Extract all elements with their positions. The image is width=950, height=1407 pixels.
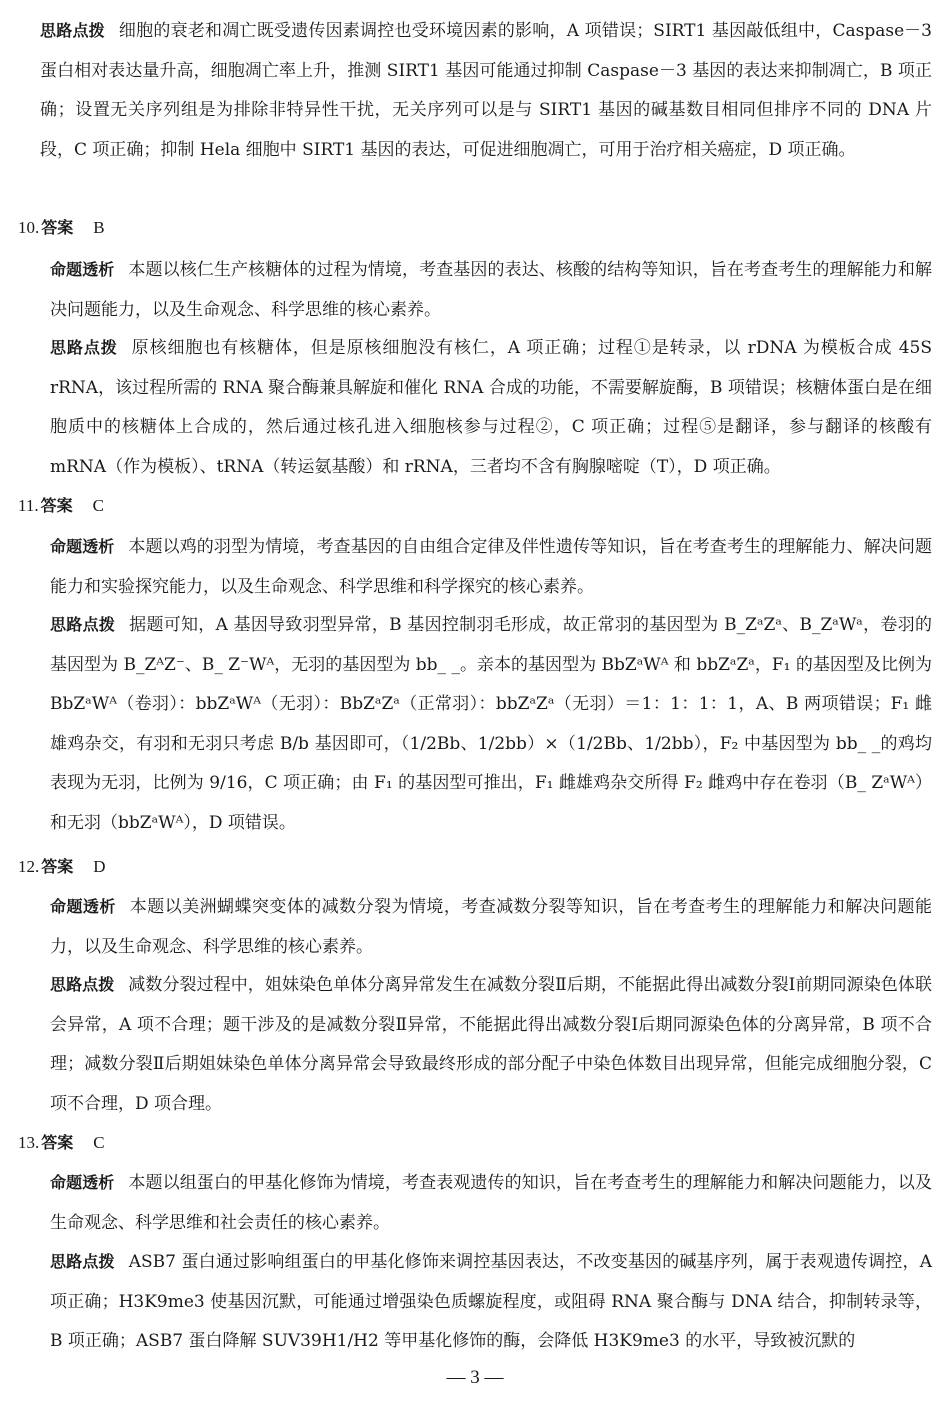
- answer-label: 答案: [41, 857, 74, 876]
- q11-number: 11.: [18, 496, 39, 515]
- answer-label: 答案: [41, 218, 74, 237]
- intent-label: 命题透析: [50, 1173, 115, 1192]
- q12-answer-line: [18, 847, 106, 888]
- q12-number: 12.: [18, 857, 40, 876]
- q9-hint-text: 细胞的衰老和凋亡既受遗传因素调控也受环境因素的影响，A 项错误；SIRT1 基因敲低组中，Caspase－3 蛋白相对表达量升高，细胞凋亡率上升，推测 SIRT1 基因可能通过抑制 Caspase－3 基因的表达来抑制凋亡，B 项正确；设置无关序列组是为排除非特异性干扰，无关序列可以是与 SIRT1 基因的碱基数目相同但排序不同的 DNA 片段，C 项正确；抑制 Hela 细胞中 SIRT1 基因的表达，可促进细胞凋亡，可用于治疗相关癌症，D 项正确。: [40, 21, 932, 160]
- q11-intent-text: 本题以鸡的羽型为情境，考查基因的自由组合定律及伴性遗传等知识，旨在考查考生的理解能力、解决问题能力和实验探究能力，以及生命观念、科学思维和科学探究的核心素养。: [50, 537, 932, 597]
- q11-answer-letter: C: [92, 496, 104, 515]
- q11-hint-text: 据题可知，A 基因导致羽型异常，B 基因控制羽毛形成，故正常羽的基因型为 B_ZᵃZᵃ、B_ZᵃWᵃ，卷羽的基因型为 B_ZᴬZ⁻、B_ Z⁻Wᴬ，无羽的基因型为 bb_ _。亲本的基因型为 BbZᵃWᴬ 和 bbZᵃZᵃ，F₁ 的基因型及比例为 BbZᵃWᴬ（卷羽）：bbZᵃWᴬ（无羽）：BbZᵃZᵃ（正常羽）：bbZᵃZᵃ（无羽）＝1：1：1：1，A、B 两项错误；F₁ 雌雄鸡杂交，有羽和无羽只考虑 B/b 基因即可，（1/2Bb、1/2bb）×（1/2Bb、1/2bb），F₂ 中基因型为 bb_ _的鸡均表现为无羽，比例为 9/16，C 项正确；由 F₁ 的基因型可推出，F₁ 雌雄鸡杂交所得 F₂ 雌鸡中存在卷羽（B_ ZᵃWᴬ）和无羽（bbZᵃWᴬ），D 项错误。: [50, 615, 932, 833]
- q12-answer-letter: D: [93, 857, 106, 876]
- q10-intent-paragraph: [50, 250, 932, 330]
- intent-label: 命题透析: [50, 897, 116, 916]
- q13-answer-letter: C: [93, 1133, 105, 1152]
- q12-hint-text: 减数分裂过程中，姐妹染色单体分离异常发生在减数分裂Ⅱ后期，不能据此得出减数分裂Ⅰ前期同源染色体联会异常，A 项不合理；题干涉及的是减数分裂Ⅱ异常，不能据此得出减数分裂Ⅰ后期同源染色体的分离异常，B 项不合理；减数分裂Ⅱ后期姐妹染色单体分离异常会导致最终形成的部分配子中染色体数目出现异常，但能完成细胞分裂，C 项不合理，D 项合理。: [50, 975, 932, 1114]
- q13-intent-paragraph: [50, 1163, 932, 1243]
- q10-answer-letter: B: [93, 218, 105, 237]
- q13-intent-text: 本题以组蛋白的甲基化修饰为情境，考查表观遗传的知识，旨在考查考生的理解能力和解决问题能力，以及生命观念、科学思维和社会责任的核心素养。: [50, 1173, 932, 1233]
- hint-label: 思路点拨: [50, 1252, 115, 1271]
- q12-hint-paragraph: [50, 965, 932, 1124]
- q13-answer-line: [18, 1123, 105, 1164]
- q10-hint-text: 原核细胞也有核糖体，但是原核细胞没有核仁，A 项正确；过程①是转录，以 rDNA 为模板合成 45S rRNA，该过程所需的 RNA 聚合酶兼具解旋和催化 RNA 合成的功能，不需要解旋酶，B 项错误；核糖体蛋白是在细胞质中的核糖体上合成的，然后通过核孔进入细胞核参与过程②，C 项正确；过程⑤是翻译，参与翻译的核酸有 mRNA（作为模板）、tRNA（转运氨基酸）和 rRNA，三者均不含有胸腺嘧啶（T），D 项正确。: [50, 338, 932, 477]
- intent-label: 命题透析: [50, 260, 115, 279]
- q10-intent-text: 本题以核仁生产核糖体的过程为情境，考查基因的表达、核酸的结构等知识，旨在考查考生的理解能力和解决问题能力，以及生命观念、科学思维的核心素养。: [50, 260, 932, 320]
- answer-label: 答案: [40, 496, 73, 515]
- intent-label: 命题透析: [50, 537, 115, 556]
- q13-hint-text: ASB7 蛋白通过影响组蛋白的甲基化修饰来调控基因表达，不改变基因的碱基序列，属于表观遗传调控，A 项正确；H3K9me3 使基因沉默，可能通过增强染色质螺旋程度，或阻碍 RNA 聚合酶与 DNA 结合，抑制转录等，B 项正确；ASB7 蛋白降解 SUV39H1/H2 等甲基化修饰的酶，会降低 H3K9me3 的水平，导致被沉默的: [50, 1252, 932, 1351]
- q13-hint-paragraph: [50, 1242, 932, 1362]
- q11-answer-line: [18, 486, 104, 527]
- page-number: — 3 —: [446, 1367, 504, 1388]
- hint-label: 思路点拨: [50, 975, 115, 994]
- q13-number: 13.: [18, 1133, 40, 1152]
- q12-intent-text: 本题以美洲蝴蝶突变体的减数分裂为情境，考查减数分裂等知识，旨在考查考生的理解能力和解决问题能力，以及生命观念、科学思维的核心素养。: [50, 897, 932, 957]
- q10-number: 10.: [18, 218, 40, 237]
- hint-label: 思路点拨: [40, 21, 105, 40]
- hint-label: 思路点拨: [50, 338, 118, 357]
- q10-hint-paragraph: [50, 328, 932, 487]
- q11-hint-paragraph: [50, 605, 932, 843]
- q11-intent-paragraph: [50, 527, 932, 607]
- hint-label: 思路点拨: [50, 615, 116, 634]
- q10-answer-line: [18, 208, 105, 249]
- q9-hint-paragraph: [40, 11, 932, 170]
- answer-label: 答案: [41, 1133, 74, 1152]
- q12-intent-paragraph: [50, 887, 932, 967]
